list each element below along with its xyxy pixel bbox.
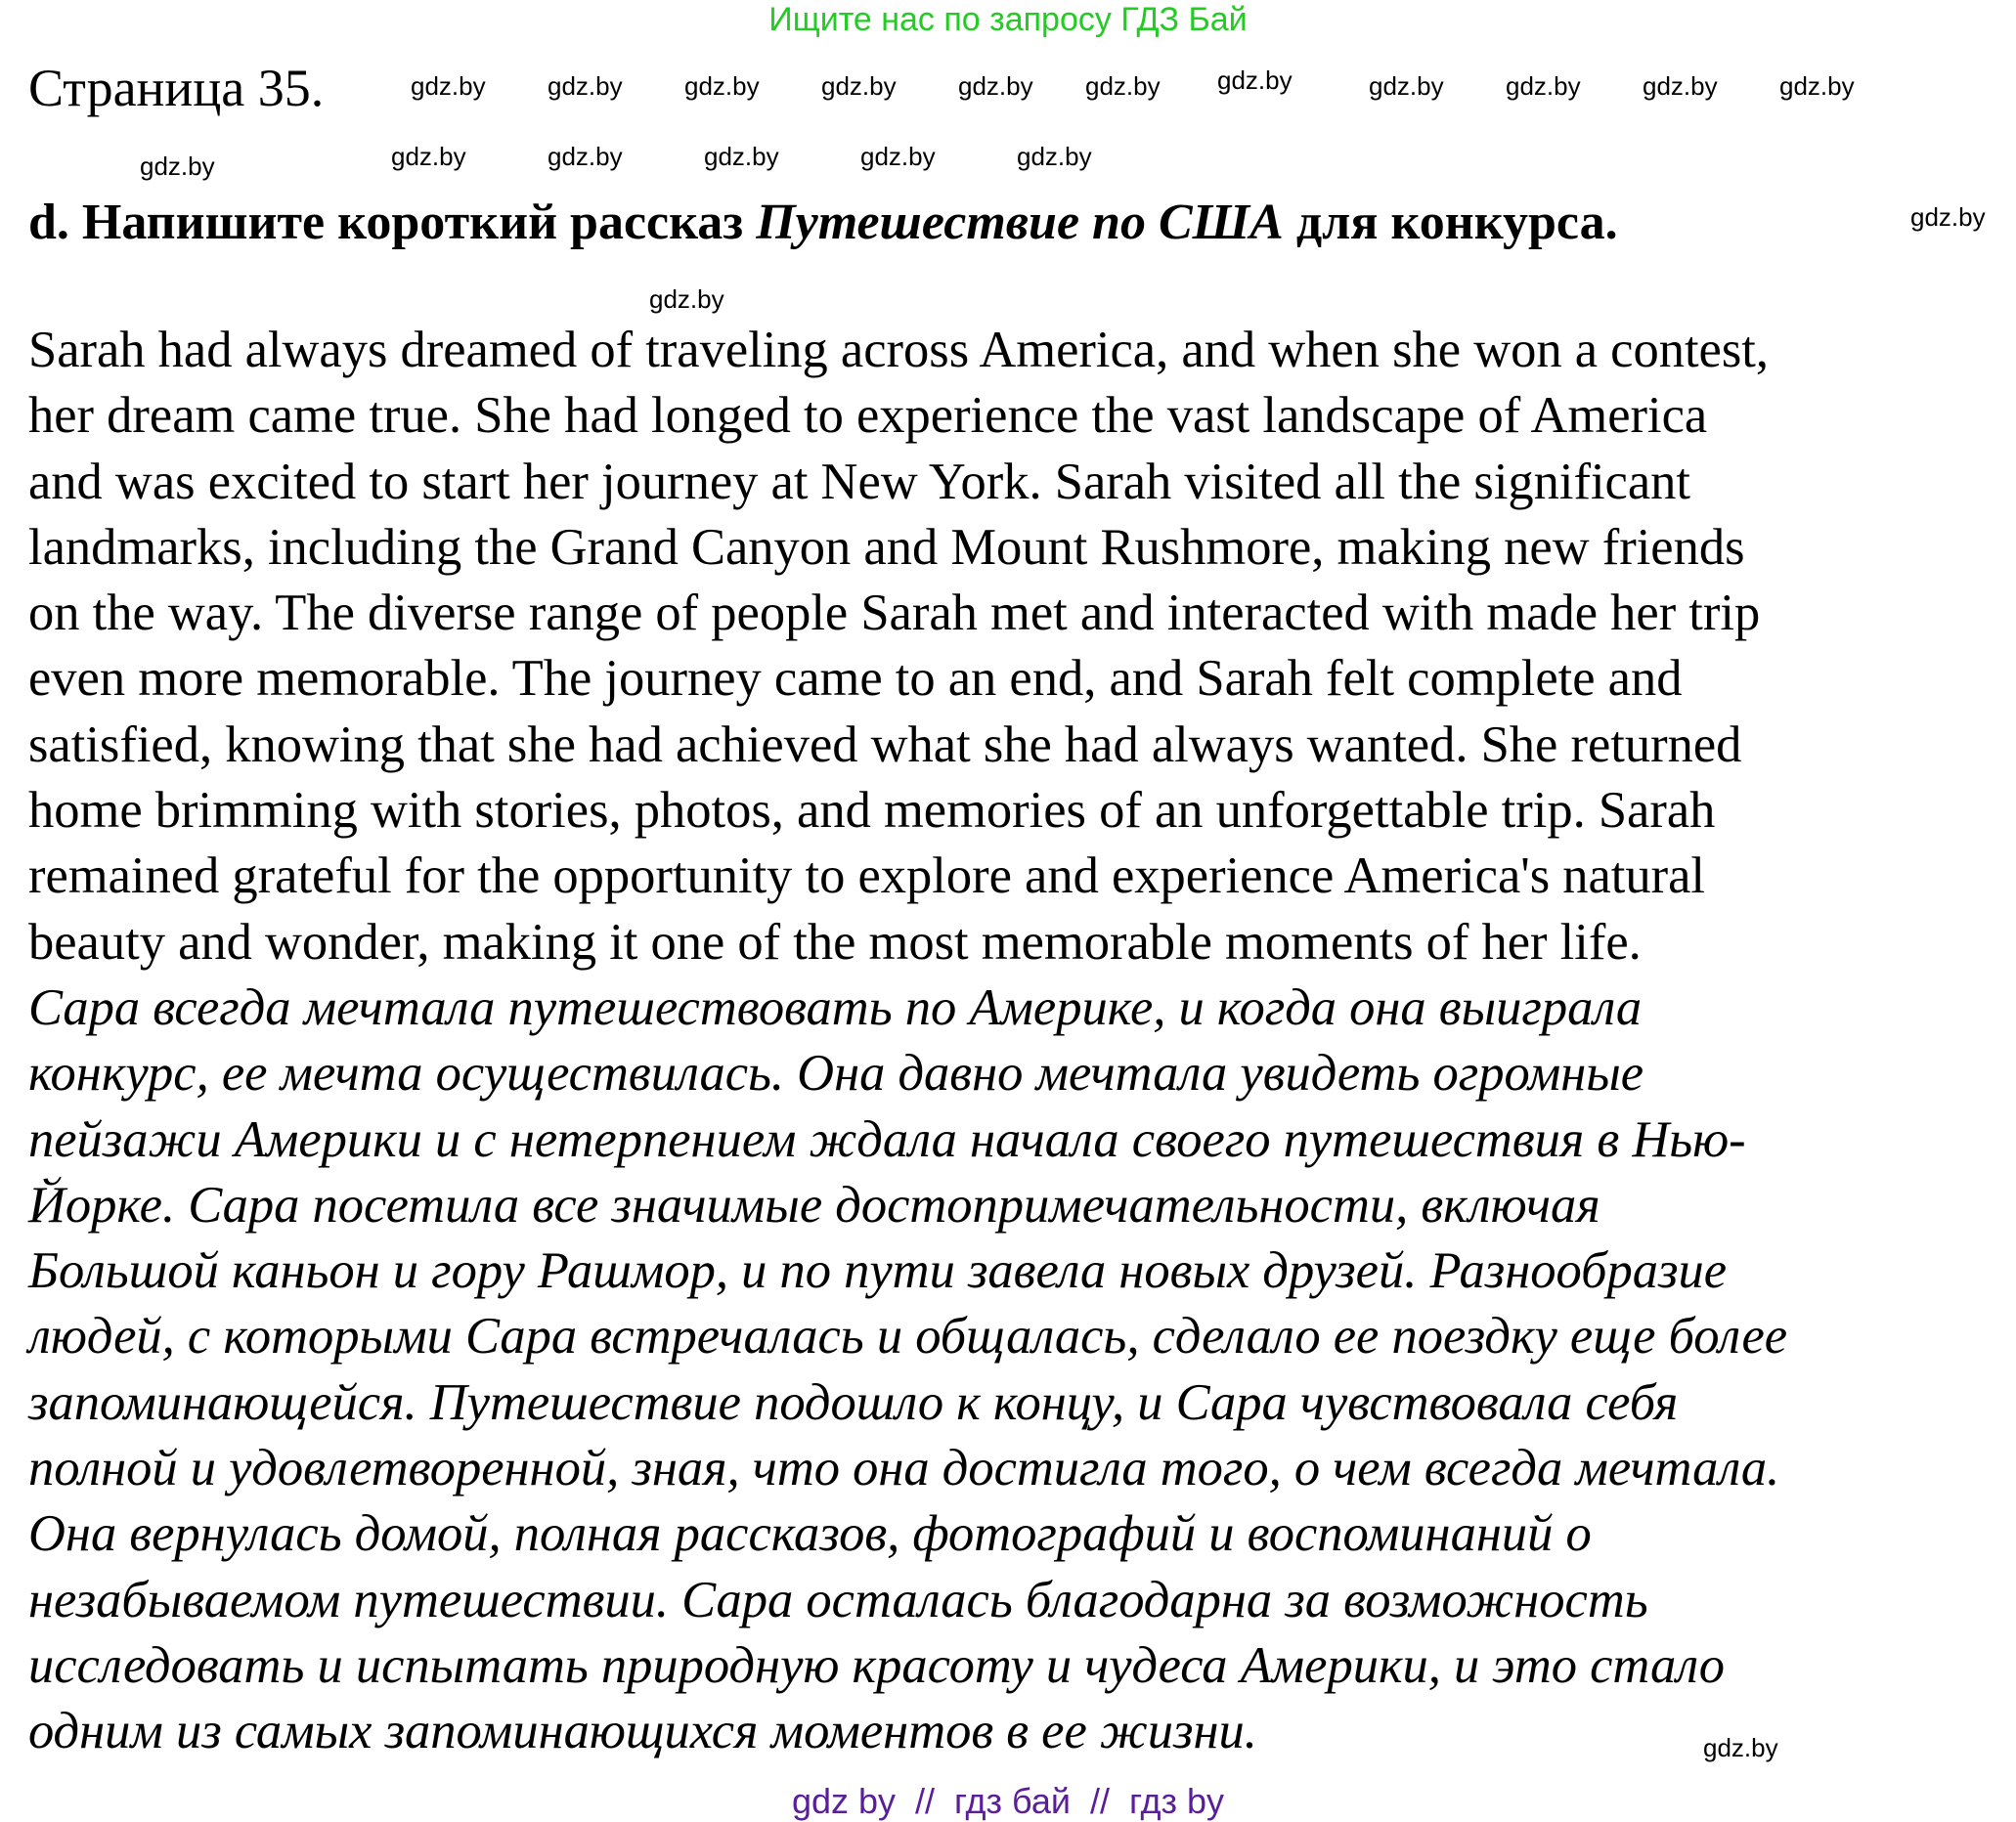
english-line: home brimming with stories, photos, and memories of an unforgettable trip. Sarah: [28, 782, 1716, 840]
page-title: Страница 35.: [28, 59, 325, 117]
english-line: and was excited to start her journey at New York. Sarah visited all the significant: [28, 453, 1690, 510]
task-prefix: d. Напишите короткий рассказ: [28, 195, 757, 250]
watermark: gdz.by: [1369, 71, 1444, 101]
watermark: gdz.by: [684, 71, 760, 101]
english-line: remained grateful for the opportunity to explore and experience America's natural: [28, 847, 1706, 905]
watermark: gdz.by: [704, 142, 779, 171]
watermark: gdz.by: [1217, 65, 1293, 95]
english-line: beauty and wonder, making it one of the most memorable moments of her life.: [28, 913, 1642, 971]
english-line: Sarah had always dreamed of traveling across America, and when she won a contest,: [28, 322, 1770, 378]
watermark: gdz.by: [1085, 71, 1161, 101]
watermark: gdz.by: [821, 71, 897, 101]
watermark: gdz.by: [1643, 71, 1718, 101]
russian-line: одним из самых запоминающихся моментов в ее жизни.: [28, 1703, 1257, 1760]
watermark: gdz.by: [1910, 202, 1986, 232]
english-line: even more memorable. The journey came to an end, and Sarah felt complete and: [28, 650, 1683, 708]
russian-line: Йорке. Сара посетила все значимые достопримечательности, включая: [28, 1176, 1600, 1234]
english-line: landmarks, including the Grand Canyon and Mount Rushmore, making new friends: [28, 518, 1745, 576]
watermark: gdz.by: [958, 71, 1033, 101]
english-line: on the way. The diverse range of people Sarah met and interacted with made her trip: [28, 585, 1761, 642]
english-line: satisfied, knowing that she had achieved what she had always wanted. She returned: [28, 716, 1742, 773]
task-italic-title: Путешествие по США: [756, 195, 1284, 250]
watermark: gdz.by: [411, 71, 486, 101]
watermark: gdz.by: [1779, 71, 1855, 101]
top-banner-link[interactable]: Ищите нас по запросу ГДЗ Бай: [768, 1, 1248, 38]
russian-line: Сара всегда мечтала путешествовать по Америке, и когда она выиграла: [28, 978, 1643, 1036]
russian-line: Она вернулась домой, полная рассказов, фотографий и воспоминаний о: [28, 1505, 1592, 1563]
bottom-banner-link[interactable]: gdz by // гдз бай // гдз by: [791, 1781, 1225, 1821]
english-line: her dream came true. She had longed to experience the vast landscape of America: [28, 387, 1708, 445]
watermark: gdz.by: [140, 152, 215, 181]
watermark: gdz.by: [1506, 71, 1581, 101]
russian-line: пейзажи Америки и с нетерпением ждала начала своего путешествия в Нью-: [28, 1110, 1746, 1168]
task-suffix: для конкурса.: [1283, 195, 1618, 250]
story-text: [28, 318, 1787, 1765]
russian-line: Большой каньон и гору Рашмор, и по пути завела новых друзей. Разнообразие: [28, 1242, 1728, 1300]
watermark: gdz.by: [649, 284, 724, 314]
russian-line: запоминающейся. Путешествие подошло к концу, и Сара чувствовала себя: [28, 1373, 1679, 1431]
watermark: gdz.by: [548, 71, 623, 101]
watermark: gdz.by: [1017, 142, 1092, 171]
russian-line: людей, с которыми Сара встречалась и общалась, сделало ее поездку еще более: [28, 1308, 1788, 1366]
russian-line: конкурс, ее мечта осуществилась. Она давно мечтала увидеть огромные: [28, 1045, 1644, 1103]
task-heading: [28, 192, 1618, 254]
watermark: gdz.by: [391, 142, 466, 171]
russian-line: полной и удовлетворенной, зная, что она достигла того, о чем всегда мечтала.: [28, 1440, 1780, 1497]
russian-line: незабываемом путешествии. Сара осталась благодарна за возможность: [28, 1571, 1648, 1628]
russian-line: исследовать и испытать природную красоту и чудеса Америки, и это стало: [28, 1636, 1726, 1694]
watermark: gdz.by: [548, 142, 623, 171]
watermark: gdz.by: [860, 142, 936, 171]
watermark: gdz.by: [1703, 1733, 1778, 1762]
